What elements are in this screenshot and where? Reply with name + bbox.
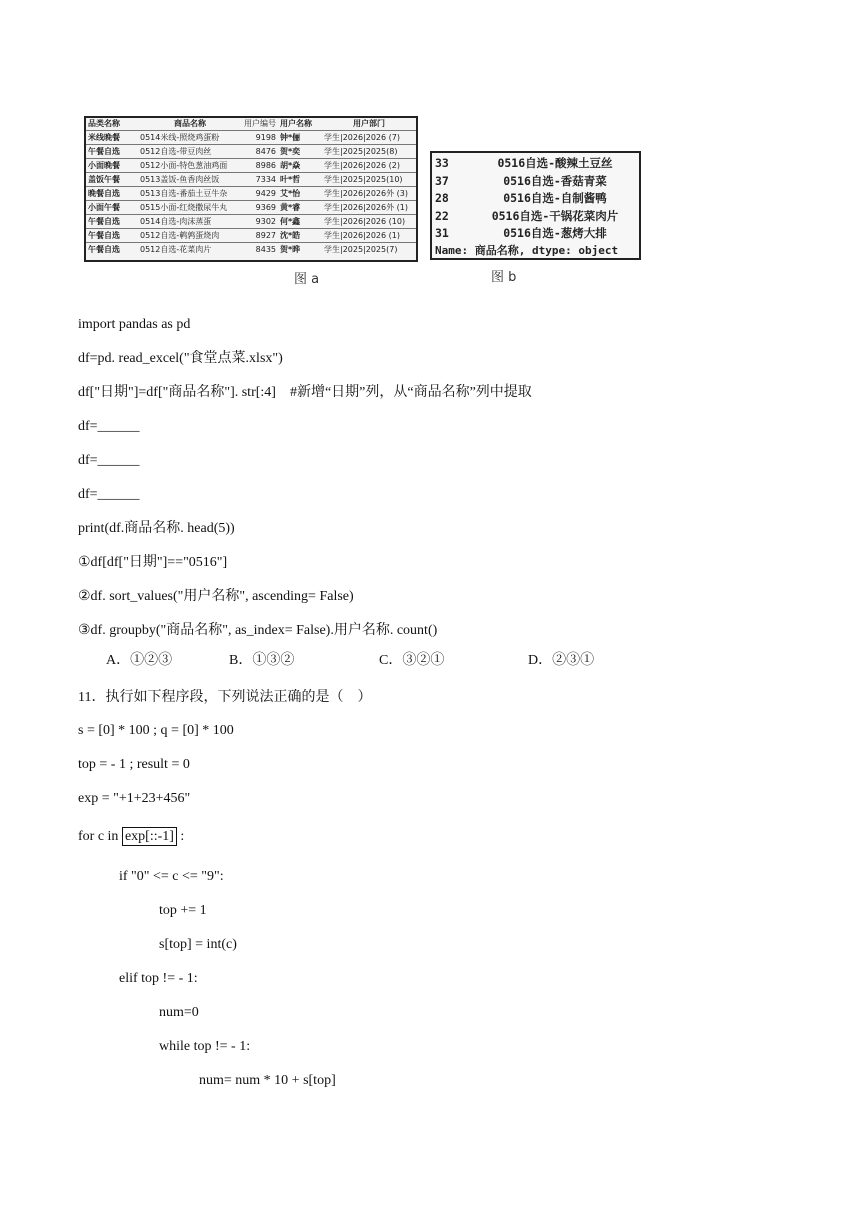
question-11-title: 11．执行如下程序段，下列说法正确的是（ ） xyxy=(78,690,372,705)
table-cell: 贺*奕 xyxy=(278,145,322,159)
table-cell: 盖饭午餐 xyxy=(86,173,138,187)
header-cell: 商品名称 xyxy=(174,119,206,128)
table-cell: 0512小面-特色葱油鸡面 xyxy=(138,159,242,173)
option-b: B．①③② xyxy=(229,653,295,668)
option-c: C．③②① xyxy=(379,653,445,668)
table-cell: 8476 xyxy=(242,145,278,159)
option-d: D．②③① xyxy=(528,653,595,668)
code-line: s[top] = int(c) xyxy=(159,937,237,952)
series-index: 33 xyxy=(435,156,449,170)
table-cell: 学生|2026|2026外 (3) xyxy=(322,187,416,201)
table-cell: 9198 xyxy=(242,131,278,145)
table-cell: 米线晚餐 xyxy=(86,131,138,145)
table-cell: 艾*怡 xyxy=(278,187,322,201)
figure-a-table xyxy=(86,118,416,256)
series-value: 0516自选-干锅花菜肉片 xyxy=(491,208,619,223)
for-suffix: : xyxy=(176,829,185,844)
table-cell: 学生|2025|2025(10) xyxy=(322,173,416,187)
code-line: df=pd. read_excel("食堂点菜.xlsx") xyxy=(78,351,283,366)
table-row xyxy=(86,145,416,159)
table-cell: 何*鑫 xyxy=(278,215,322,229)
table-cell: 学生|2025|2025(7) xyxy=(322,243,416,257)
table-cell: 午餐自选 xyxy=(86,243,138,257)
table-cell: 9369 xyxy=(242,201,278,215)
table-cell: 午餐自选 xyxy=(86,215,138,229)
choice-statement-2: ②df. sort_values("用户名称", ascending= False) xyxy=(78,589,354,604)
table-row xyxy=(86,201,416,215)
series-footer: Name: 商品名称, dtype: object xyxy=(435,243,619,257)
table-cell: 学生|2026|2026 (7) xyxy=(322,131,416,145)
table-cell: 贺*晔 xyxy=(278,243,322,257)
code-line: top += 1 xyxy=(159,903,207,918)
code-line: import pandas as pd xyxy=(78,317,191,332)
series-value: 0516自选-葱烤大排 xyxy=(503,226,607,240)
table-cell: 0514自选-肉沫蒸蛋 xyxy=(138,215,242,229)
figure-a-caption: 图 a xyxy=(294,272,320,287)
table-cell: 学生|2025|2025(8) xyxy=(322,145,416,159)
option-a: A．①②③ xyxy=(106,653,173,668)
series-value: 0516自选-香菇青菜 xyxy=(503,173,607,188)
table-cell: 0512自选-鹌鹑蛋烧肉 xyxy=(138,229,242,243)
table-cell: 学生|2026|2026 (1) xyxy=(322,229,416,243)
table-row xyxy=(86,173,416,187)
code-line: num= num * 10 + s[top] xyxy=(199,1073,336,1088)
table-header-row xyxy=(86,118,416,131)
table-cell: 小面午餐 xyxy=(86,201,138,215)
code-line: exp = "+1+23+456" xyxy=(78,791,191,806)
table-row xyxy=(86,159,416,173)
table-cell: 0512自选-带豆肉丝 xyxy=(138,145,242,159)
table-cell: 沈*皓 xyxy=(278,229,322,243)
table-cell: 学生|2026|2026 (10) xyxy=(322,215,416,229)
table-cell: 午餐自选 xyxy=(86,145,138,159)
series-value: 0516自选-酸辣土豆丝 xyxy=(497,156,613,170)
table-cell: 0512自选-花菜肉片 xyxy=(138,243,242,257)
table-cell: 8927 xyxy=(242,229,278,243)
table-cell: 0514米线-照烧鸡蛋粉 xyxy=(138,131,242,145)
table-row xyxy=(86,243,416,257)
code-line: if "0" <= c <= "9": xyxy=(119,869,224,884)
series-row xyxy=(432,173,639,191)
code-line-for xyxy=(78,828,184,846)
boxed-expression: exp[::-1] xyxy=(122,827,177,846)
blank-line: df=______ xyxy=(78,419,140,434)
series-row xyxy=(432,225,639,243)
table-row xyxy=(86,215,416,229)
table-cell: 8986 xyxy=(242,159,278,173)
figure-b-output-image xyxy=(430,151,641,260)
code-line: elif top != - 1: xyxy=(119,971,198,986)
header-cell: 用户名称 xyxy=(280,119,312,128)
series-index: 31 xyxy=(435,226,449,240)
table-row xyxy=(86,187,416,201)
table-cell: 9302 xyxy=(242,215,278,229)
table-row xyxy=(86,131,416,145)
table-cell: 0513自选-番茄土豆牛杂 xyxy=(138,187,242,201)
header-cell: 用户编号 xyxy=(244,119,276,128)
table-cell: 学生|2026|2026外 (1) xyxy=(322,201,416,215)
table-cell: 黄*睿 xyxy=(278,201,322,215)
table-cell: 9429 xyxy=(242,187,278,201)
series-index: 37 xyxy=(435,173,449,188)
table-cell: 小面晚餐 xyxy=(86,159,138,173)
header-cell: 用户部门 xyxy=(353,119,385,128)
table-cell: 7334 xyxy=(242,173,278,187)
code-line: print(df.商品名称. head(5)) xyxy=(78,521,235,536)
header-cell: 品类名称 xyxy=(88,119,120,128)
table-cell: 钟*俪 xyxy=(278,131,322,145)
code-line: df["日期"]=df["商品名称"]. str[:4] #新增“日期”列，从“商品名称”列中提取 xyxy=(78,385,532,400)
table-cell: 0515小面-红烧撒尿牛丸 xyxy=(138,201,242,215)
table-cell: 叶*哲 xyxy=(278,173,322,187)
table-cell: 胡*焱 xyxy=(278,159,322,173)
table-cell: 学生|2026|2026 (2) xyxy=(322,159,416,173)
series-row xyxy=(432,155,639,173)
series-row xyxy=(432,208,639,226)
table-cell: 晚餐自选 xyxy=(86,187,138,201)
table-cell: 8435 xyxy=(242,243,278,257)
table-row xyxy=(86,229,416,243)
series-index: 28 xyxy=(435,191,449,205)
choice-statement-1: ①df[df["日期"]=="0516"] xyxy=(78,555,228,570)
table-cell: 午餐自选 xyxy=(86,229,138,243)
choice-statement-3: ③df. groupby("商品名称", as_index= False).用户名称. count() xyxy=(78,623,438,638)
table-cell: 0513盖饭-鱼香肉丝饭 xyxy=(138,173,242,187)
code-line: top = - 1 ; result = 0 xyxy=(78,757,190,772)
blank-line: df=______ xyxy=(78,453,140,468)
series-index: 22 xyxy=(435,208,449,223)
figure-b-caption: 图 b xyxy=(491,270,517,285)
figure-a-table-image xyxy=(84,116,418,262)
code-line: while top != - 1: xyxy=(159,1039,251,1054)
blank-line: df=______ xyxy=(78,487,140,502)
code-line: num=0 xyxy=(159,1005,199,1020)
series-row xyxy=(432,190,639,208)
code-line: s = [0] * 100 ; q = [0] * 100 xyxy=(78,723,234,738)
series-value: 0516自选-自制酱鸭 xyxy=(503,191,607,205)
for-prefix: for c in xyxy=(78,829,122,844)
